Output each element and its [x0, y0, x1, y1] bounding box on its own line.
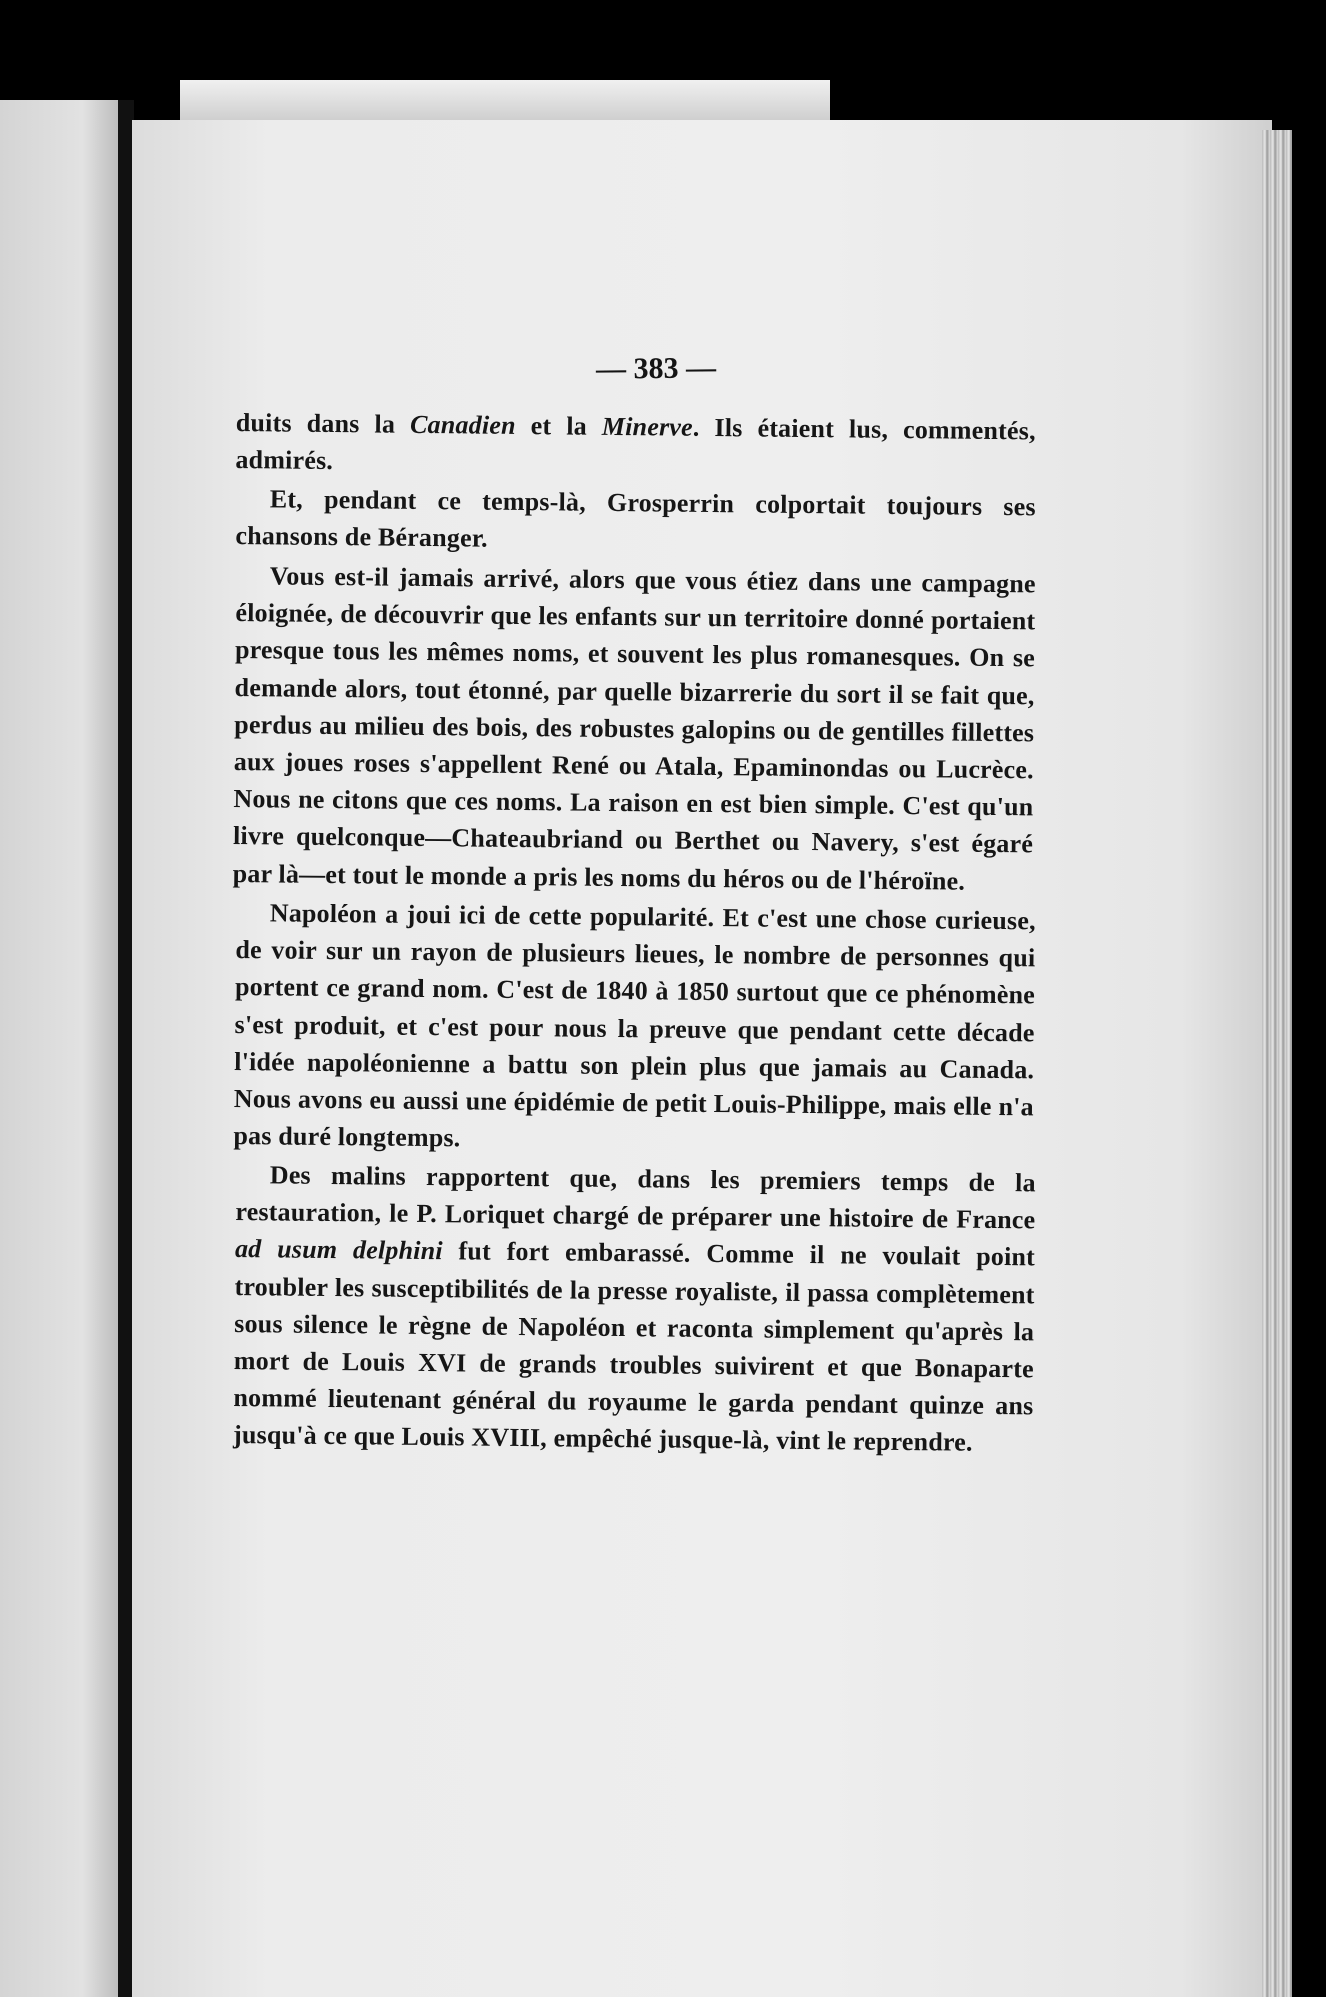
page-body-text	[232, 360, 1036, 1458]
page-top-strip	[180, 80, 830, 120]
text-run: duits dans la	[235, 407, 411, 439]
text-run: et la	[515, 410, 603, 441]
paragraph-4: Napoléon a joui ici de cette popularité. Et c'est une chose curieuse, de voir sur un rayon de plusieurs lieues, le nombre de personnes qui portent ce grand nom. C'est de 1840 à 1850 surtout que ce phénomène s'est produit, et c'est pour nous la preuve que pendant cette décade l'idée napoléonienne a battu son plein plus que jamais au Canada. Nous avons eu aussi une épidémie de petit Louis-Philippe, mais elle n'a pas duré longtemps.	[233, 897, 1036, 1153]
paragraph-3: Vous est-il jamais arrivé, alors que vous étiez dans une campagne éloignée, de découvrir que les enfants sur un territoire donné portaient presque tous les mêmes noms, et souvent les plus romanesques. On se demande alors, tout étonné, par quelle bizarrerie du sort il se fait que, perdus au milieu des bois, des robustes galopins ou de gentilles fillettes aux joues roses s'appellent René ou Atala, Epaminondas ou Lucrèce. Nous ne citons que ces noms. La raison en est bien simple. C'est qu'un livre quelconque—Chateaubriand ou Berthet ou Navery, s'est égaré par là—et tout le monde a pris les noms du héros ou de l'héroïne.	[232, 561, 1036, 896]
paragraph-5	[233, 1156, 1036, 1462]
text-run: . Ils étaient lus, commentés, admirés.	[235, 412, 1036, 476]
latin-phrase: ad usum delphini	[234, 1234, 443, 1266]
page-stack-edge	[1262, 130, 1292, 1997]
newspaper-title-canadien: Canadien	[409, 409, 516, 440]
text-run: Des malins rapportent que, dans les premiers temps de la restauration, le P. Loriquet chargé de préparer une histoire de France	[235, 1160, 1036, 1235]
paragraph-1	[235, 404, 1036, 487]
text-run: fut fort embarassé. Comme il ne voulait point troubler les susceptibilités de la presse royaliste, il passa complètement sous silence le règne de Napoléon et raconta simplement qu'après la mort de Louis XVI de grands troubles suivirent et que Bonaparte nommé lieutenant général du royaume le garda pendant quinze ans jusqu'à ce que Louis XVIII, empêché jusque-là, vint le reprendre.	[232, 1236, 1036, 1458]
paragraph-2: Et, pendant ce temps-là, Grosperrin colportait toujours ses chansons de Béranger.	[235, 484, 1036, 554]
newspaper-title-minerve: Minerve	[601, 411, 693, 442]
facing-page-edge	[0, 100, 118, 1997]
page-number: — 383 —	[595, 351, 717, 386]
